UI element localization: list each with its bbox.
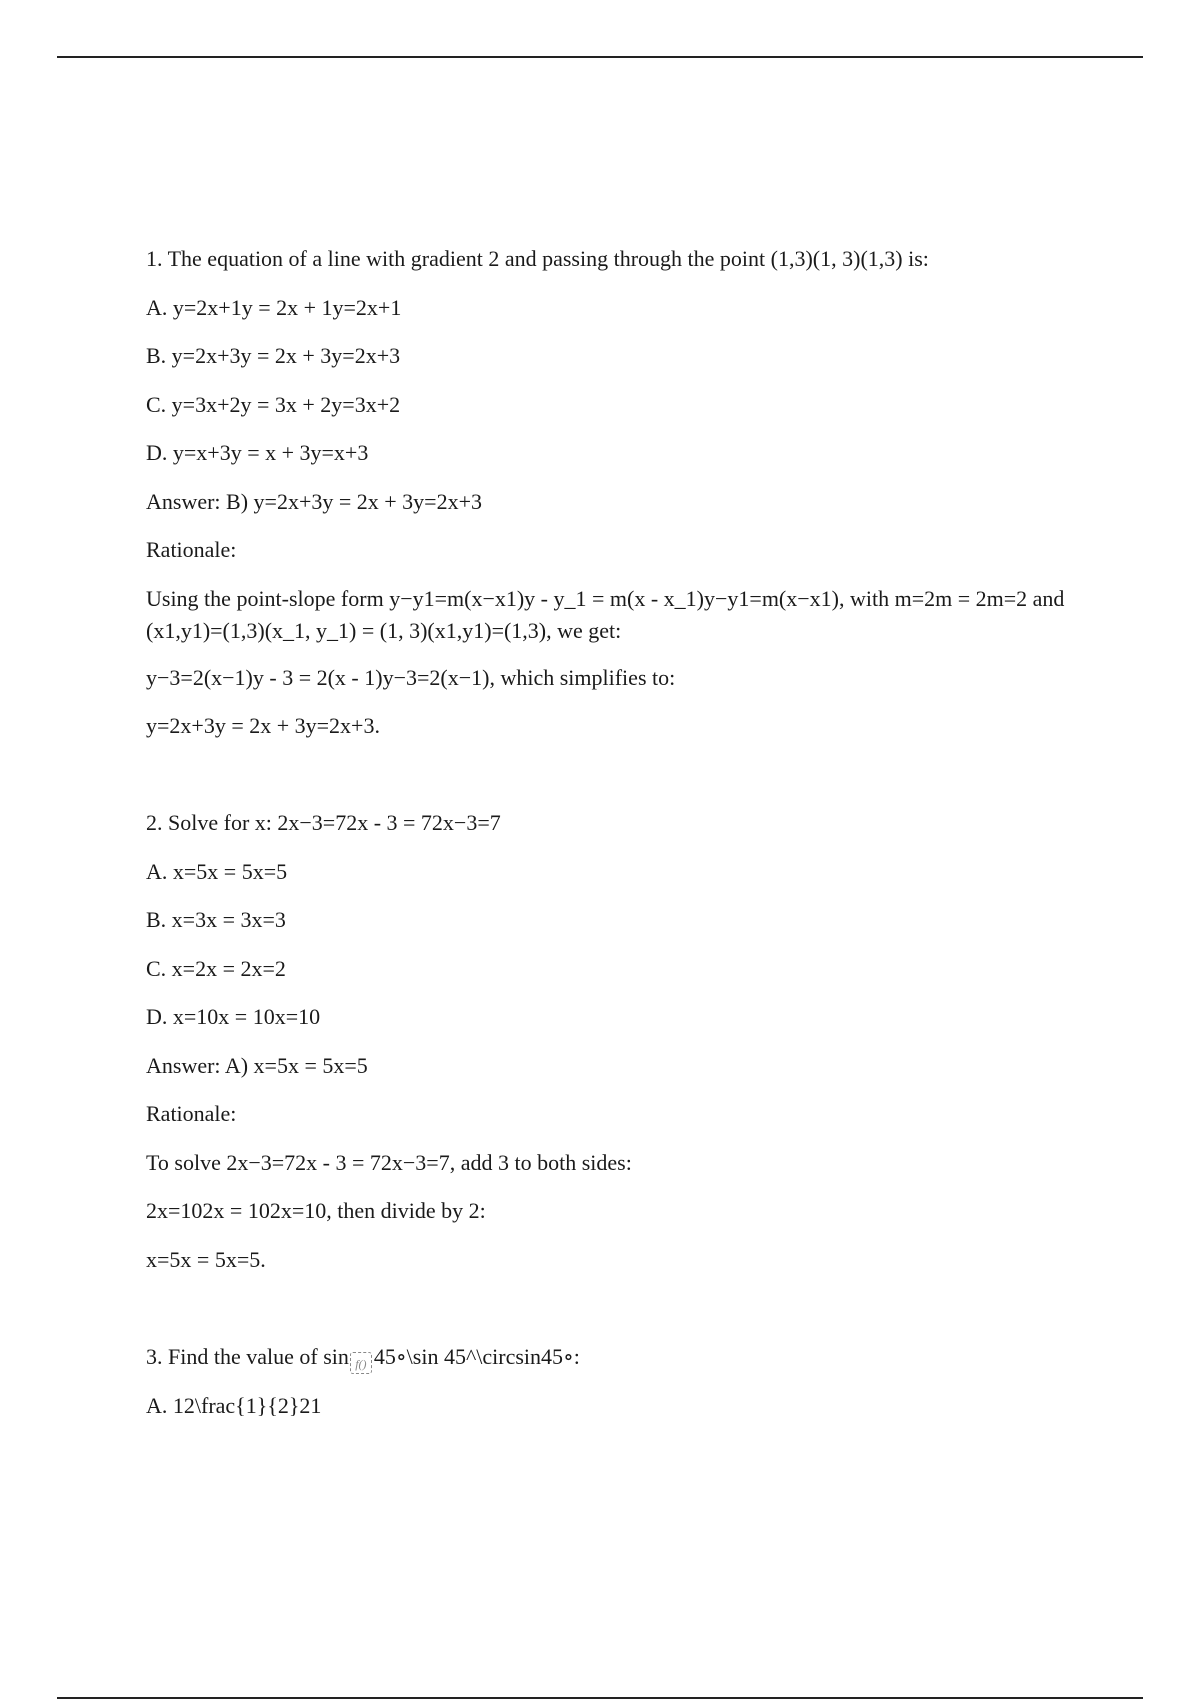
rationale-line: x=5x = 5x=5. bbox=[146, 1246, 266, 1272]
question-text bbox=[146, 1341, 1066, 1374]
option-d: D. y=x+3y = x + 3y=x+3 bbox=[146, 440, 369, 465]
option-b: B. x=3x = 3x=3 bbox=[146, 907, 286, 932]
rationale-line: Using the point-slope form y−y1=m(x−x1)y - y_1 = m(x - x_1)y−y1=m(x−x1), with m=2m = 2m=2 and (x1,y1)=(1,3)(x_1, y_1) = (1, 3)(x1,y1)=(1,3), we get: bbox=[146, 585, 1065, 643]
question-block-2 bbox=[146, 807, 1066, 1276]
option-c: C. x=2x = 2x=2 bbox=[146, 955, 286, 981]
option-b: B. y=2x+3y = 2x + 3y=2x+3 bbox=[146, 343, 401, 368]
question-block-1 bbox=[146, 243, 1066, 742]
rationale-line: y−3=2(x−1)y - 3 = 2(x - 1)y−3=2(x−1), which simplifies to: bbox=[146, 664, 676, 690]
rationale-label: Rationale: bbox=[146, 1101, 237, 1126]
question-text: 2. Solve for x: 2x−3=72x - 3 = 72x−3=7 bbox=[146, 810, 501, 835]
document-body bbox=[146, 243, 1066, 1439]
question-text: 1. The equation of a line with gradient 2 and passing through the point (1,3)(1, 3)(1,3) is: bbox=[146, 246, 929, 271]
option-d: D. x=10x = 10x=10 bbox=[146, 1004, 321, 1029]
rationale-label: Rationale: bbox=[146, 537, 237, 562]
question-text-suffix: 45∘\sin 45^\circsin45∘: bbox=[373, 1343, 580, 1369]
footer-rule bbox=[57, 1697, 1143, 1699]
rationale-line: 2x=102x = 102x=10, then divide by 2: bbox=[146, 1198, 486, 1223]
answer-text: Answer: B) y=2x+3y = 2x + 3y=2x+3 bbox=[146, 488, 482, 514]
rationale-line: y=2x+3y = 2x + 3y=2x+3. bbox=[146, 713, 380, 738]
header-rule bbox=[57, 56, 1143, 58]
answer-text: Answer: A) x=5x = 5x=5 bbox=[146, 1052, 368, 1078]
question-text-prefix: 3. Find the value of sin bbox=[146, 1343, 349, 1369]
option-a: A. x=5x = 5x=5 bbox=[146, 858, 288, 884]
rationale-line: To solve 2x−3=72x - 3 = 72x−3=7, add 3 to both sides: bbox=[146, 1149, 632, 1175]
option-a: A. y=2x+1y = 2x + 1y=2x+1 bbox=[146, 294, 402, 320]
option-c: C. y=3x+2y = 3x + 2y=3x+2 bbox=[146, 391, 401, 417]
option-a: A. 12\frac{1}{2}21 bbox=[146, 1393, 322, 1418]
formula-placeholder-icon: f() bbox=[350, 1352, 372, 1374]
question-block-3 bbox=[146, 1341, 1066, 1423]
